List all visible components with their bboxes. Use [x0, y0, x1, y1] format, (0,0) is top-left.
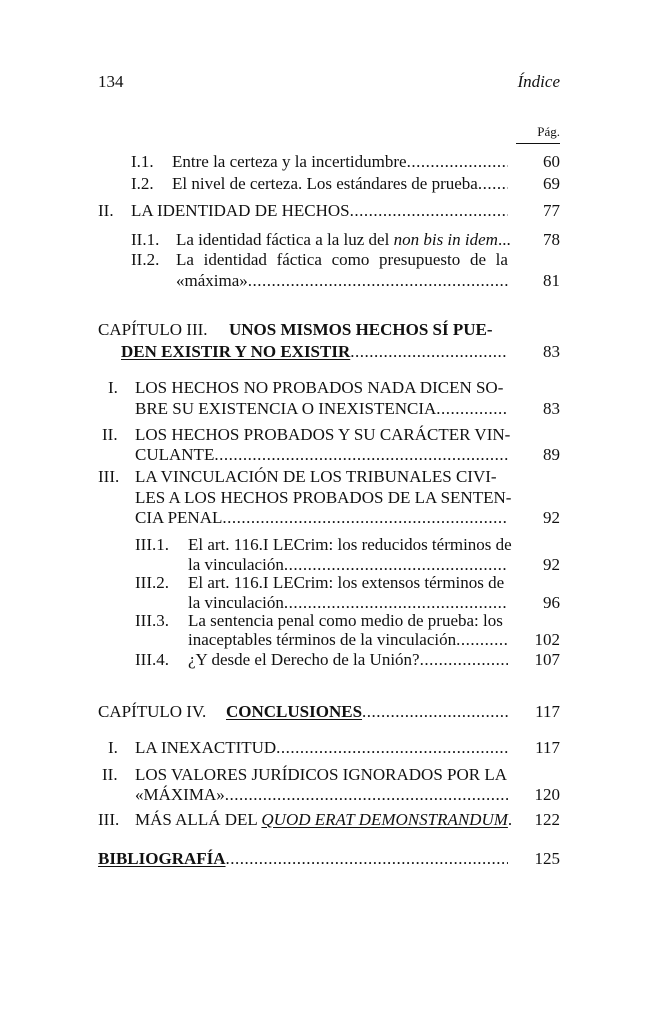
entry-page: 83: [543, 342, 560, 361]
entry-number: II.1.: [131, 230, 160, 249]
entry-title-line2: LES A LOS HECHOS PROBADOS DE LA SENTEN-: [135, 488, 512, 507]
entry-title: Entre la certeza y la incertidumbre: [172, 152, 407, 171]
entry-title: LA IDENTIDAD DE HECHOS: [131, 201, 350, 220]
entry-number: I.1.: [131, 152, 154, 171]
dot-leader: [350, 342, 508, 362]
entry-title: MÁS ALLÁ DEL QUOD ERAT DEMONSTRANDUM.: [135, 810, 513, 829]
dot-leader: [284, 555, 508, 575]
dot-leader: [226, 849, 508, 869]
entry-page: 81: [543, 271, 560, 290]
dot-leader: [225, 785, 508, 805]
entry-page: 89: [543, 445, 560, 464]
page-column-label: Pág.: [516, 124, 560, 144]
entry-title-line2: BRE SU EXISTENCIA O INEXISTENCIA: [135, 399, 437, 418]
chapter-title: CONCLUSIONES: [226, 702, 363, 721]
running-header: Índice: [517, 72, 560, 91]
dot-leader: [222, 508, 508, 528]
page-number: 134: [98, 72, 124, 91]
entry-page: 120: [534, 785, 560, 804]
entry-title-line1: LOS HECHOS NO PROBADOS NADA DICEN SO-: [135, 378, 504, 397]
entry-title-line2: «máxima»: [176, 271, 248, 290]
entry-number: II.2.: [131, 250, 160, 269]
entry-page: 69: [543, 174, 560, 193]
entry-title-line2: CULANTE: [135, 445, 215, 464]
entry-title: ¿Y desde el Derecho de la Unión?: [188, 650, 420, 669]
entry-title-line1: La sentencia penal como medio de prueba: los: [188, 611, 503, 630]
entry-page: 122: [534, 810, 560, 829]
entry-page: 78: [543, 230, 560, 249]
entry-number: III.: [98, 467, 120, 486]
dot-leader: [436, 399, 508, 419]
dot-leader: [276, 738, 508, 758]
bibliography-title: BIBLIOGRAFÍA: [98, 849, 226, 868]
entry-page: 92: [543, 508, 560, 527]
entry-title-line1: LA VINCULACIÓN DE LOS TRIBUNALES CIVI-: [135, 467, 497, 486]
dot-leader: [350, 201, 508, 221]
entry-number: I.2.: [131, 174, 154, 193]
entry-title: El nivel de certeza. Los estándares de prueba: [172, 174, 478, 193]
chapter-title-line2: DEN EXISTIR Y NO EXISTIR: [121, 342, 351, 361]
entry-title-line2: la vinculación: [188, 555, 284, 574]
entry-page: 96: [543, 593, 560, 612]
entry-title: LA INEXACTITUD: [135, 738, 277, 757]
dot-leader: [420, 650, 508, 670]
entry-number: III.2.: [135, 573, 169, 592]
entry-number: I.: [108, 378, 118, 397]
entry-page: 117: [535, 738, 560, 757]
entry-title-line1: El art. 116.I LECrim: los extensos términos de: [188, 573, 505, 592]
entry-number: I.: [108, 738, 118, 757]
entry-title: La identidad fáctica a la luz del non bis in idem...: [176, 230, 511, 249]
entry-number: II.: [98, 201, 114, 220]
dot-leader: [478, 174, 508, 194]
entry-title-line1: La identidad fáctica como presupuesto de la: [176, 250, 508, 269]
dot-leader: [407, 152, 508, 172]
entry-number: III.3.: [135, 611, 169, 630]
entry-title-line2: inaceptables términos de la vinculación: [188, 630, 457, 649]
entry-page: 125: [534, 849, 560, 868]
entry-page: 117: [535, 702, 560, 721]
dot-leader: [362, 702, 508, 722]
dot-leader: [248, 271, 508, 291]
entry-number: III.: [98, 810, 120, 829]
entry-title-line3: CIA PENAL: [135, 508, 223, 527]
chapter-title-line1: UNOS MISMOS HECHOS SÍ PUE-: [229, 320, 493, 339]
dot-leader: [284, 593, 508, 613]
entry-page: 60: [543, 152, 560, 171]
dot-leader: [456, 630, 508, 650]
dot-leader: [214, 445, 508, 465]
entry-page: 107: [534, 650, 560, 669]
entry-page: 83: [543, 399, 560, 418]
entry-title-line1: El art. 116.I LECrim: los reducidos términos de: [188, 535, 512, 554]
entry-number: III.4.: [135, 650, 169, 669]
entry-page: 77: [543, 201, 560, 220]
entry-title-line1: LOS HECHOS PROBADOS Y SU CARÁCTER VIN-: [135, 425, 511, 444]
entry-number: II.: [102, 765, 118, 784]
entry-title-line2: «MÁXIMA»: [135, 785, 225, 804]
chapter-label: CAPÍTULO III.: [98, 320, 208, 339]
entry-page: 92: [543, 555, 560, 574]
entry-number: II.: [102, 425, 118, 444]
entry-title-line2: la vinculación: [188, 593, 284, 612]
entry-title-line1: LOS VALORES JURÍDICOS IGNORADOS POR LA: [135, 765, 508, 784]
entry-number: III.1.: [135, 535, 169, 554]
entry-page: 102: [534, 630, 560, 649]
chapter-label: CAPÍTULO IV.: [98, 702, 207, 721]
